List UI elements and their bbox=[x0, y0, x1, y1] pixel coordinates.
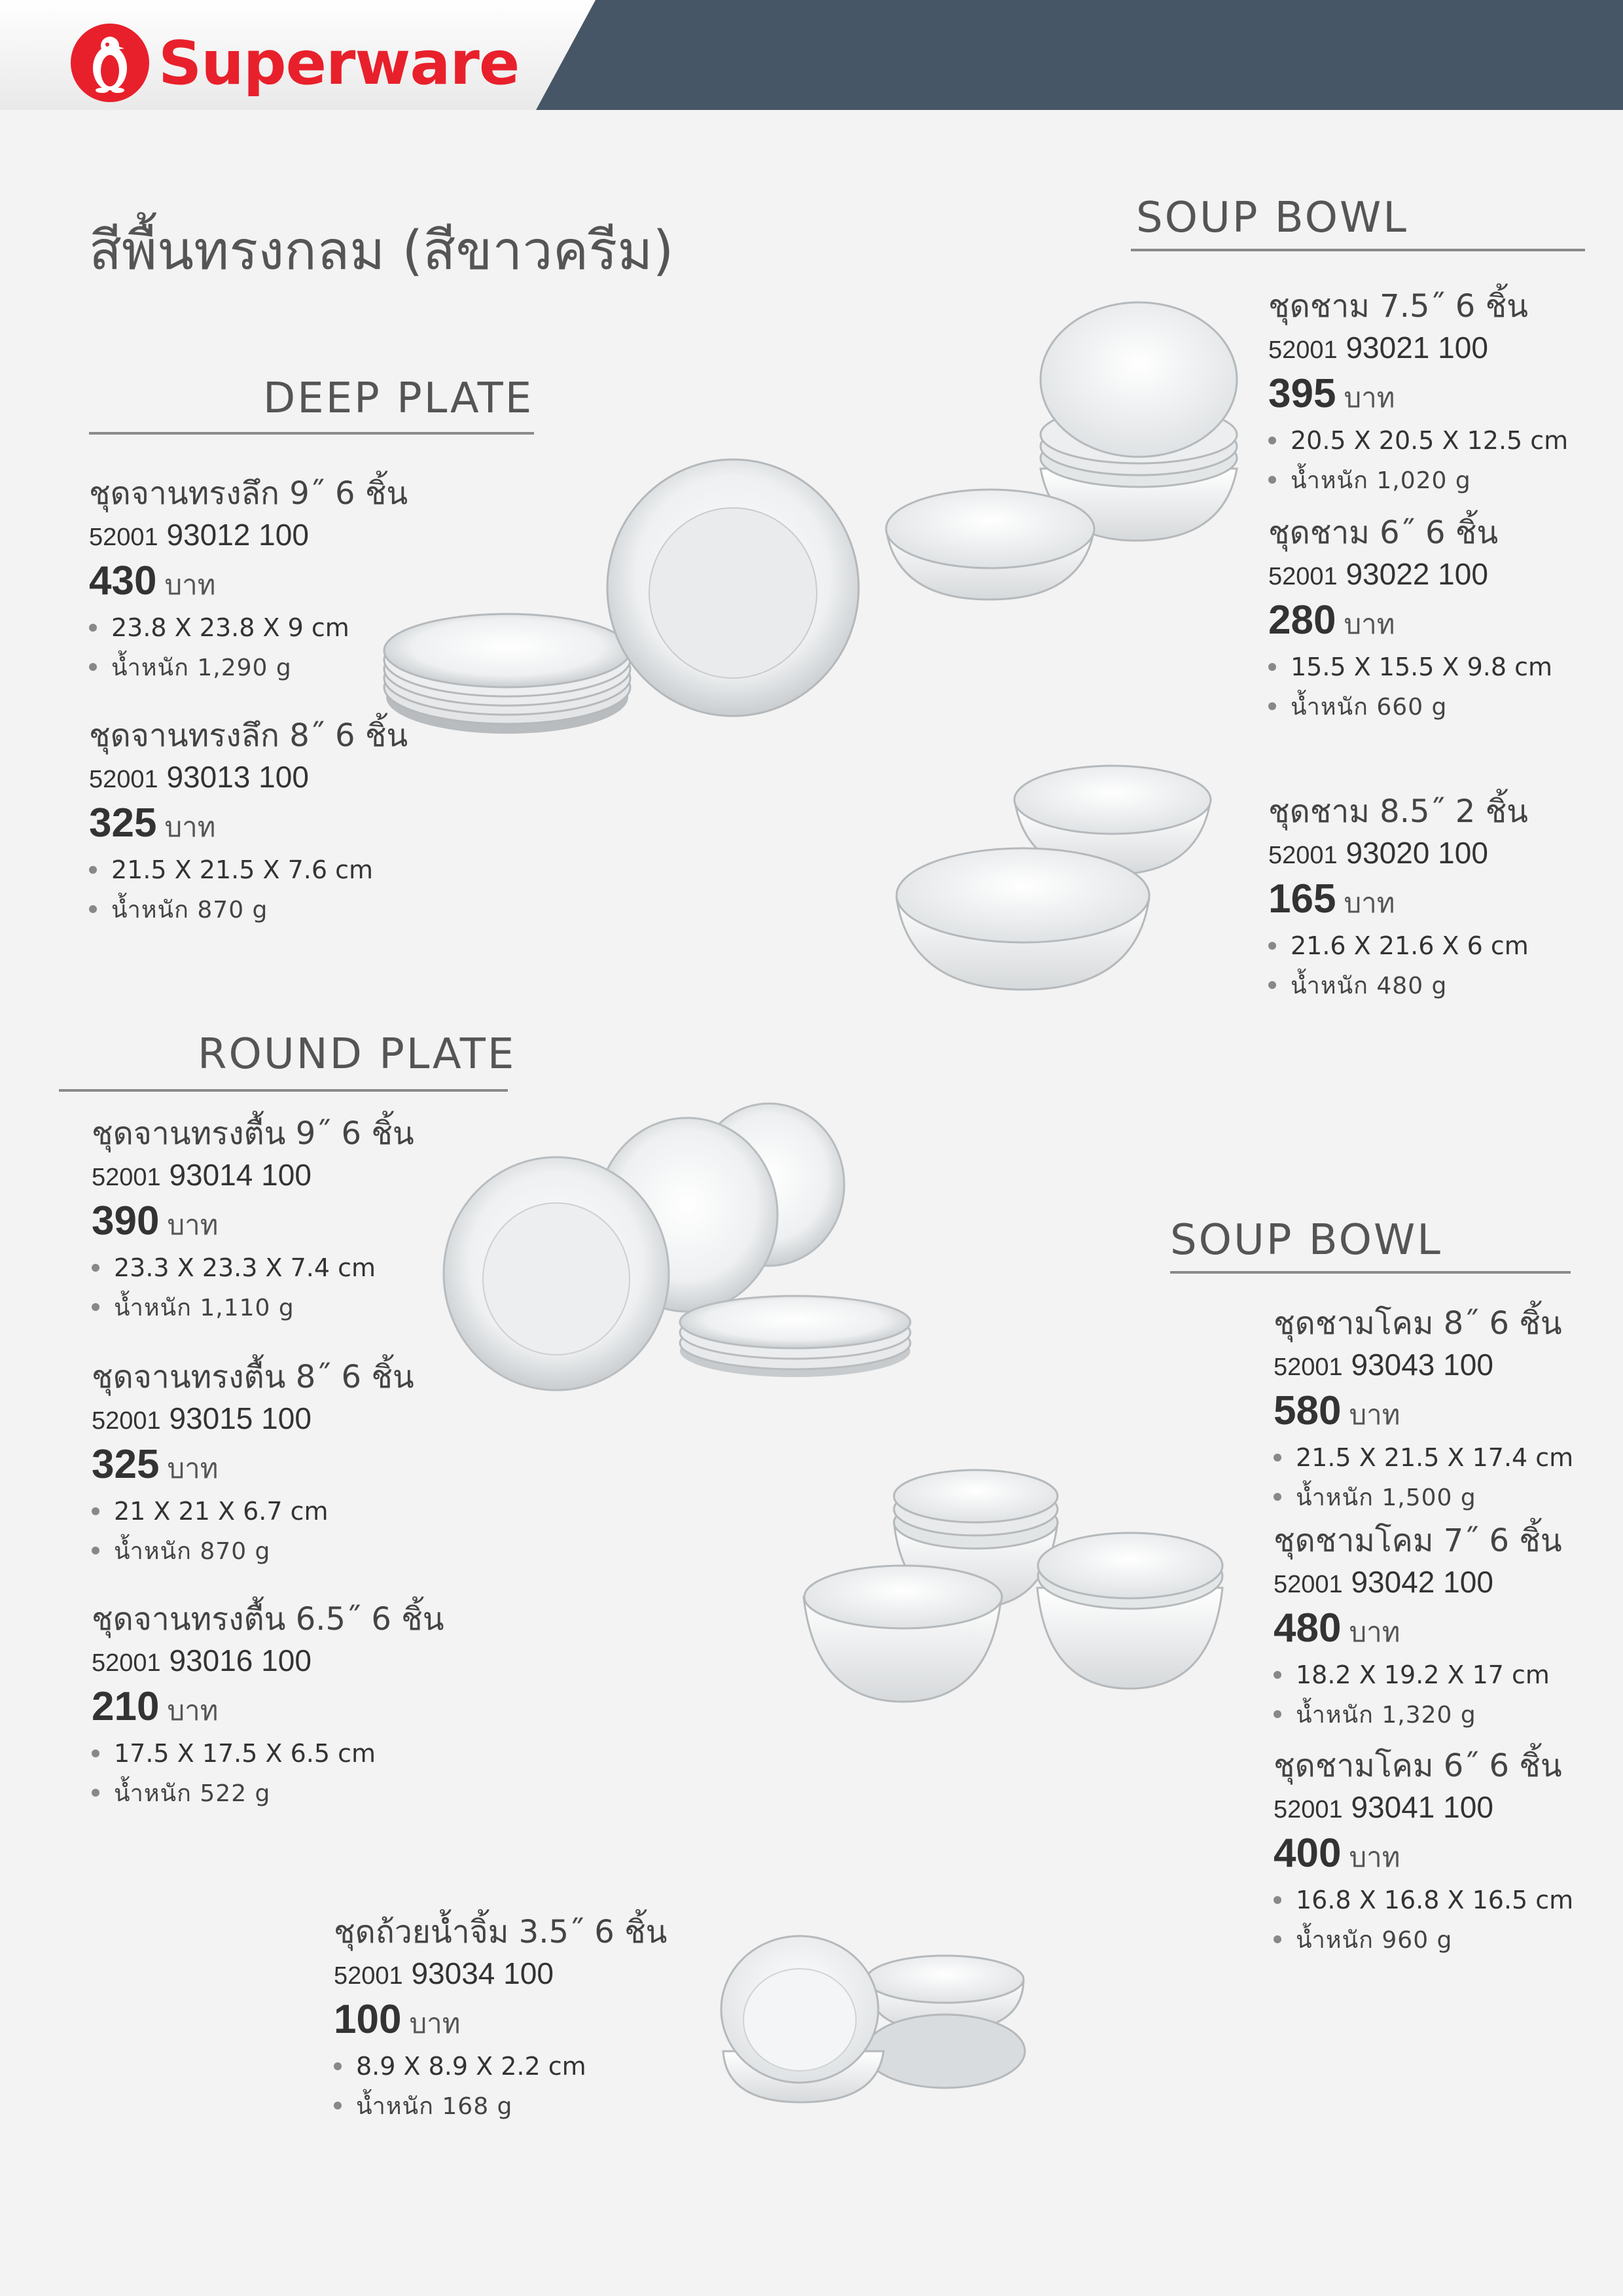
code-number: 93043 100 bbox=[1351, 1347, 1493, 1382]
product-name: ชุดจานทรงตื้น 9˝ 6 ชิ้น bbox=[92, 1115, 414, 1152]
size-text: 21.5 X 21.5 X 17.4 cm bbox=[1296, 1443, 1574, 1472]
deep-plate-photo bbox=[384, 459, 859, 734]
product-name: ชุดจานทรงตื้น 8˝ 6 ชิ้น bbox=[92, 1359, 414, 1395]
product-price: 395 bbox=[1268, 370, 1336, 416]
product-name: ชุดจานทรงลึก 9˝ 6 ชิ้น bbox=[89, 475, 408, 512]
code-number: 93012 100 bbox=[166, 517, 309, 552]
section-title-deep-plate: DEEP PLATE bbox=[263, 374, 534, 423]
product-name: ชุดชาม 7.5˝ 6 ชิ้น bbox=[1268, 288, 1528, 325]
code-prefix: 52001 bbox=[1274, 1570, 1343, 1598]
product-price: 580 bbox=[1274, 1388, 1342, 1433]
code-number: 93016 100 bbox=[169, 1643, 312, 1677]
sauce-bowl-photo bbox=[721, 1936, 1025, 2102]
product-name: ชุดชามโคม 7˝ 6 ชิ้น bbox=[1274, 1522, 1562, 1559]
price-unit: บาท bbox=[1344, 607, 1395, 640]
price-unit: บาท bbox=[1344, 886, 1395, 919]
code-prefix: 52001 bbox=[1268, 336, 1338, 364]
code-prefix: 52001 bbox=[92, 1649, 161, 1677]
size-text: 15.5 X 15.5 X 9.8 cm bbox=[1291, 652, 1553, 681]
code-prefix: 52001 bbox=[92, 1163, 161, 1191]
size-text: 23.3 X 23.3 X 7.4 cm bbox=[114, 1253, 376, 1282]
product-name: ชุดจานทรงลึก 8˝ 6 ชิ้น bbox=[89, 717, 408, 754]
product-price: 480 bbox=[1274, 1605, 1342, 1651]
code-prefix: 52001 bbox=[89, 765, 158, 793]
size-text: 21 X 21 X 6.7 cm bbox=[114, 1496, 329, 1526]
product-price: 400 bbox=[1274, 1830, 1342, 1876]
price-unit: บาท bbox=[1349, 1840, 1400, 1873]
weight-text: น้ำหนัก 660 g bbox=[1291, 693, 1448, 721]
size-text: 23.8 X 23.8 X 9 cm bbox=[111, 613, 349, 642]
code-number: 93022 100 bbox=[1346, 556, 1488, 591]
size-text: 20.5 X 20.5 X 12.5 cm bbox=[1291, 425, 1569, 455]
code-number: 93021 100 bbox=[1346, 330, 1488, 365]
product-price: 325 bbox=[92, 1441, 160, 1487]
page-title: สีพื้นทรงกลม (สีขาวครีม) bbox=[89, 220, 674, 282]
product-name: ชุดถ้วยน้ำจิ้ม 3.5˝ 6 ชิ้น bbox=[334, 1914, 668, 1950]
size-text: 18.2 X 19.2 X 17 cm bbox=[1296, 1660, 1550, 1689]
product-price: 390 bbox=[92, 1198, 160, 1244]
price-unit: บาท bbox=[167, 1208, 219, 1241]
code-number: 93034 100 bbox=[411, 1956, 554, 1990]
product-name: ชุดชาม 8.5˝ 2 ชิ้น bbox=[1268, 793, 1528, 830]
code-prefix: 52001 bbox=[334, 1962, 403, 1990]
code-prefix: 52001 bbox=[1274, 1353, 1343, 1381]
product-price: 430 bbox=[89, 558, 157, 603]
weight-text: น้ำหนัก 870 g bbox=[114, 1537, 271, 1565]
code-prefix: 52001 bbox=[89, 523, 158, 551]
product-price: 280 bbox=[1268, 597, 1336, 643]
deep-bowl-photo bbox=[804, 1470, 1222, 1702]
soup-bowl-8-5-photo bbox=[897, 766, 1211, 990]
product-name: ชุดชามโคม 8˝ 6 ชิ้น bbox=[1274, 1305, 1562, 1342]
code-number: 93015 100 bbox=[169, 1401, 312, 1435]
price-unit: บาท bbox=[164, 810, 216, 843]
price-unit: บาท bbox=[1349, 1398, 1400, 1431]
weight-text: น้ำหนัก 522 g bbox=[114, 1780, 271, 1807]
product-price: 100 bbox=[334, 1996, 402, 2042]
weight-text: น้ำหนัก 1,320 g bbox=[1296, 1701, 1476, 1729]
weight-text: น้ำหนัก 480 g bbox=[1291, 972, 1448, 999]
code-prefix: 52001 bbox=[1268, 841, 1338, 869]
code-number: 93013 100 bbox=[166, 759, 309, 794]
code-prefix: 52001 bbox=[92, 1407, 161, 1435]
weight-text: น้ำหนัก 960 g bbox=[1296, 1926, 1453, 1954]
weight-text: น้ำหนัก 1,020 g bbox=[1291, 467, 1471, 494]
price-unit: บาท bbox=[167, 1694, 219, 1727]
product-price: 210 bbox=[92, 1683, 160, 1729]
round-plate-photo bbox=[444, 1103, 910, 1390]
size-text: 8.9 X 8.9 X 2.2 cm bbox=[356, 2051, 586, 2081]
brand-name: Superware bbox=[158, 27, 520, 98]
size-text: 21.6 X 21.6 X 6 cm bbox=[1291, 931, 1529, 960]
code-number: 93020 100 bbox=[1346, 835, 1488, 870]
code-number: 93042 100 bbox=[1351, 1564, 1493, 1599]
price-unit: บาท bbox=[409, 2007, 461, 2039]
product-name: ชุดชาม 6˝ 6 ชิ้น bbox=[1268, 514, 1499, 551]
code-number: 93014 100 bbox=[169, 1157, 312, 1192]
weight-text: น้ำหนัก 168 g bbox=[356, 2092, 513, 2120]
section-title-round-plate: ROUND PLATE bbox=[198, 1030, 516, 1079]
product-name: ชุดจานทรงตื้น 6.5˝ 6 ชิ้น bbox=[92, 1601, 444, 1638]
size-text: 21.5 X 21.5 X 7.6 cm bbox=[111, 855, 374, 884]
size-text: 17.5 X 17.5 X 6.5 cm bbox=[114, 1738, 376, 1768]
price-unit: บาท bbox=[1344, 381, 1395, 414]
weight-text: น้ำหนัก 1,110 g bbox=[114, 1294, 294, 1321]
weight-text: น้ำหนัก 1,290 g bbox=[111, 654, 292, 681]
size-text: 16.8 X 16.8 X 16.5 cm bbox=[1296, 1885, 1574, 1914]
product-price: 165 bbox=[1268, 876, 1336, 922]
code-number: 93041 100 bbox=[1351, 1789, 1493, 1824]
weight-text: น้ำหนัก 870 g bbox=[111, 896, 268, 924]
price-unit: บาท bbox=[167, 1452, 219, 1484]
code-prefix: 52001 bbox=[1268, 562, 1338, 590]
product-price: 325 bbox=[89, 800, 157, 846]
price-unit: บาท bbox=[1349, 1615, 1400, 1648]
soup-bowl-photo bbox=[886, 302, 1237, 600]
product-name: ชุดชามโคม 6˝ 6 ชิ้น bbox=[1274, 1748, 1562, 1784]
price-unit: บาท bbox=[164, 568, 216, 601]
section-title-soup-bowl: SOUP BOWL bbox=[1170, 1216, 1442, 1265]
code-prefix: 52001 bbox=[1274, 1795, 1343, 1823]
weight-text: น้ำหนัก 1,500 g bbox=[1296, 1484, 1476, 1511]
section-title-soup-bowl: SOUP BOWL bbox=[1136, 194, 1408, 242]
